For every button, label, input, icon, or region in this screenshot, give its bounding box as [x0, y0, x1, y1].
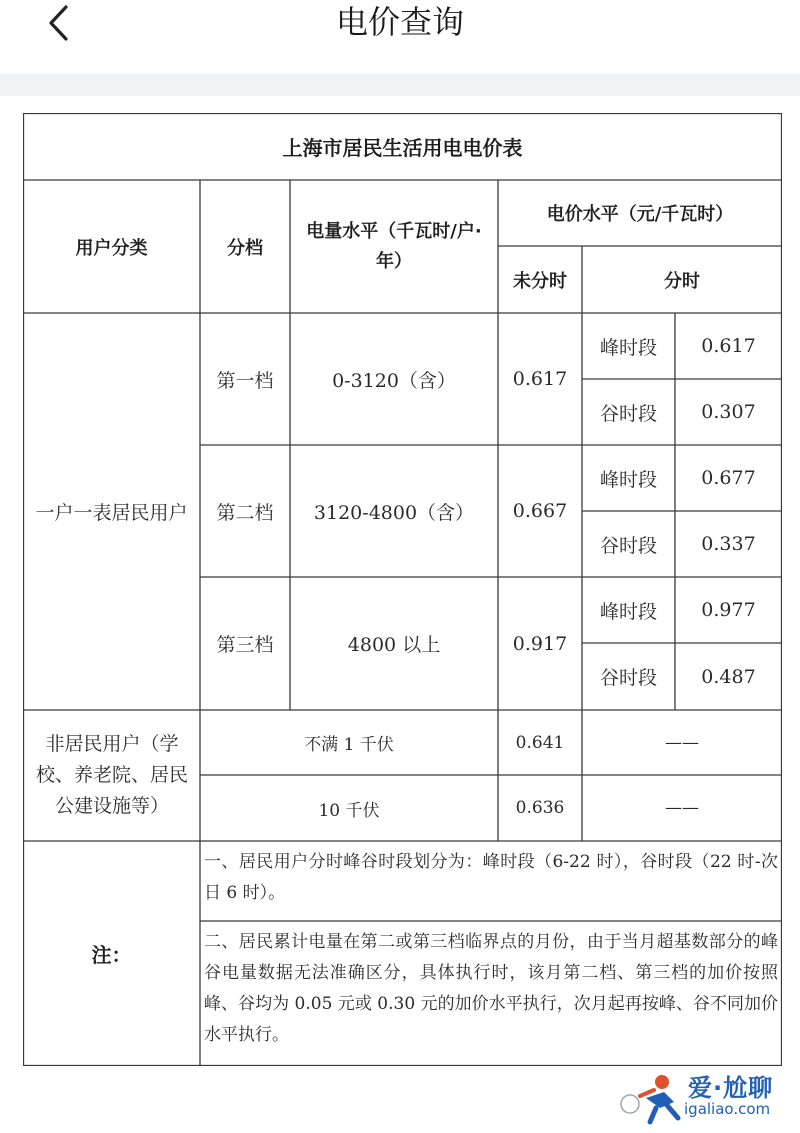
page-title: 电价查询	[335, 3, 464, 41]
runner-logo-icon	[616, 1068, 692, 1128]
non-res-flat-price-2: 0.636	[515, 798, 565, 818]
notes-label: 注：	[91, 943, 132, 967]
tier-1-range: 0-3120（含）	[332, 369, 456, 392]
tier-3-valley-label: 谷时段	[599, 667, 657, 689]
tier-2-name: 第二档	[216, 501, 274, 524]
tier-2-flat-price: 0.667	[512, 500, 568, 522]
header-tou: 分时	[664, 270, 700, 292]
tier-1-peak-price: 0.617	[701, 335, 756, 357]
header-price: 电价水平（元/千瓦时）	[546, 204, 734, 225]
residential-label: 一户一表居民用户	[35, 502, 188, 524]
tier-1-name: 第一档	[216, 369, 274, 392]
non-res-capacity-1: 不满 1 千伏	[304, 735, 394, 755]
non-res-flat-price-1: 0.641	[515, 732, 565, 753]
tier-3-peak-label: 峰时段	[599, 600, 657, 623]
header-usage: 电量水平（千瓦时/户·年）	[306, 220, 482, 272]
tier-2-peak-price: 0.677	[701, 467, 756, 489]
top-bar	[0, 0, 800, 74]
non-res-tou-1: ——	[665, 732, 699, 753]
non-res-tou-2: ——	[665, 798, 699, 818]
tier-1-flat-price: 0.617	[512, 368, 568, 390]
tier-1-peak-label: 峰时段	[599, 336, 657, 359]
header-user-type: 用户分类	[75, 237, 148, 259]
note-2: 二、居民累计电量在第二或第三档临界点的月份，由于当月超基数部分的峰谷电量数据无法准确区分，具体执行时，该月第二档、第三档的加价按照峰、谷均为 0.05 元或 0.30 元的加价水平执行，次月起再按峰、谷不同加价水平执行。	[204, 932, 778, 1045]
tier-1-valley-price: 0.307	[701, 401, 756, 423]
tier-2-valley-label: 谷时段	[599, 534, 657, 557]
tier-3-peak-price: 0.977	[701, 599, 756, 621]
tier-2-range: 3120-4800（含）	[313, 501, 475, 524]
tier-3-valley-price: 0.487	[701, 665, 756, 688]
price-table	[23, 113, 782, 1066]
tier-3-name: 第三档	[216, 634, 274, 656]
note-1: 一、居民用户分时峰谷时段划分为：峰时段（6-22 时），谷时段（22 时-次日 6 时）。	[204, 852, 778, 903]
header-flat: 未分时	[513, 270, 567, 292]
non-res-capacity-2: 10 千伏	[318, 800, 380, 821]
watermark-domain: igaliao.com	[684, 1100, 771, 1118]
tier-2-peak-label: 峰时段	[599, 468, 657, 491]
non-residential-label: 非居民用户（学校、养老院、居民公建设施等）	[35, 733, 188, 817]
tier-2-valley-price: 0.337	[701, 533, 756, 555]
divider-band	[0, 74, 800, 96]
watermark-brand: 爱·尬聊	[688, 1074, 774, 1102]
tier-1-valley-label: 谷时段	[599, 402, 657, 425]
header-tier: 分档	[227, 237, 263, 259]
tier-3-flat-price: 0.917	[512, 632, 568, 655]
table-caption: 上海市居民生活用电电价表	[282, 136, 523, 160]
tier-3-range: 4800 以上	[347, 634, 441, 656]
